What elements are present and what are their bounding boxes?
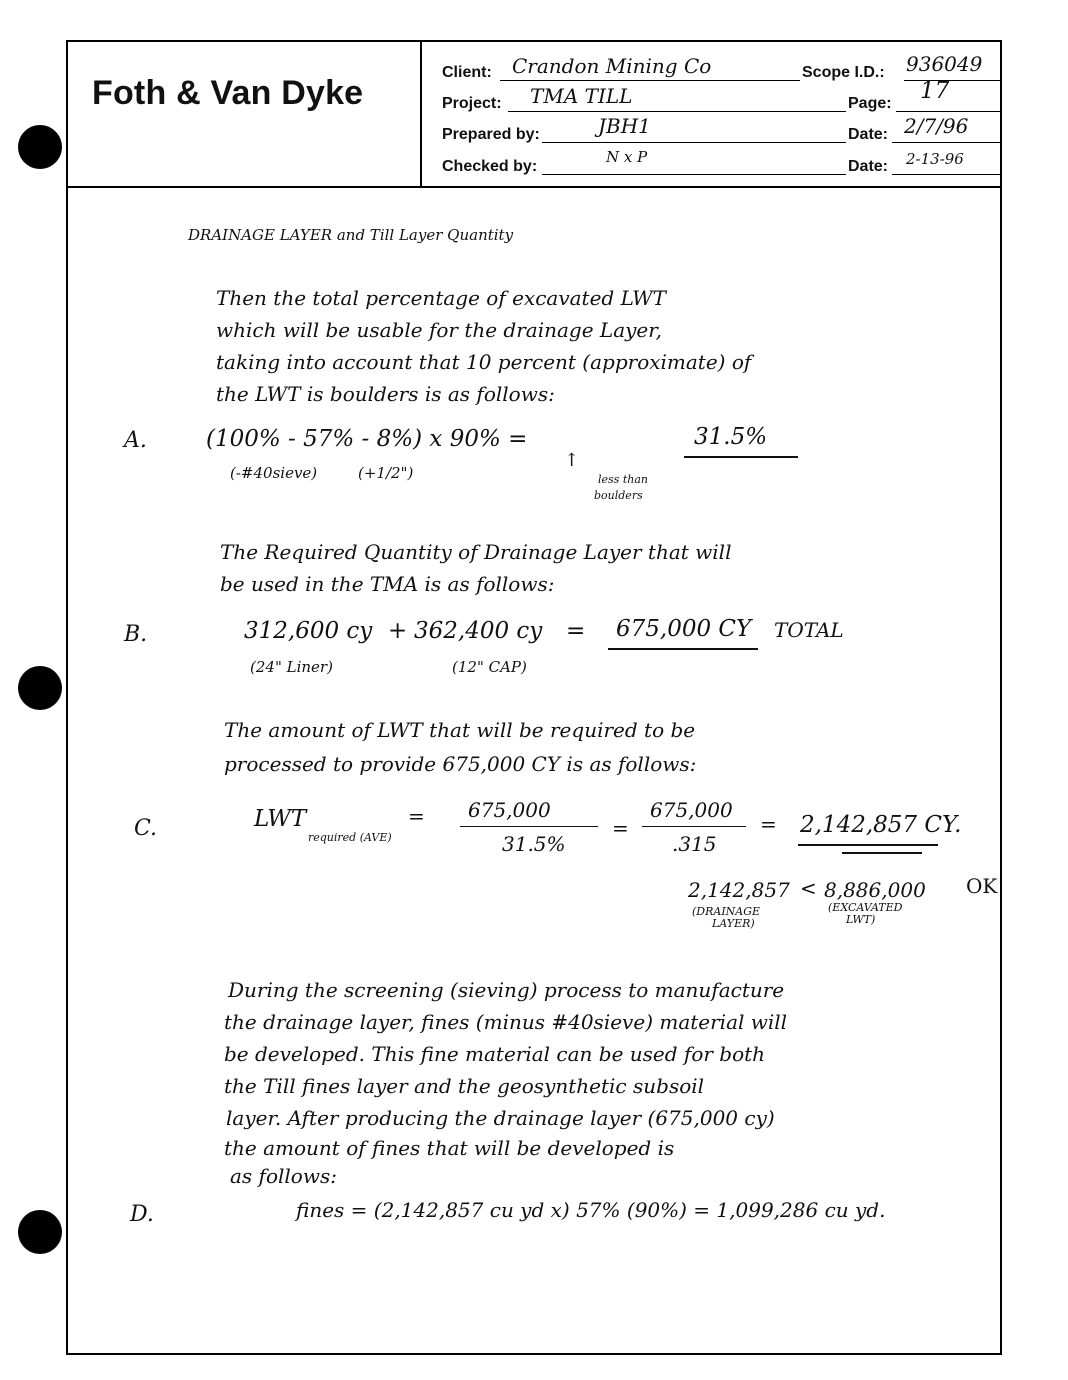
step-b-result-underline (608, 648, 758, 650)
scope-value: 936049 (906, 52, 983, 76)
check-note-lwt: LWT) (846, 913, 876, 926)
step-c-equals1: = (408, 804, 425, 828)
para4-line5: layer. After producing the drainage layer (675,000 cy) (226, 1106, 775, 1130)
client-value: Crandon Mining Co (512, 54, 712, 78)
step-c-denominator1: 31.5% (502, 832, 566, 856)
step-d-label: D. (130, 1202, 154, 1227)
prepared-by-line (542, 142, 846, 143)
prepared-by-label: Prepared by: (442, 126, 540, 143)
step-a-note-half: (+1/2") (358, 464, 414, 482)
step-c-equals3: = (760, 812, 777, 836)
para1-line3: taking into account that 10 percent (approximate) of (216, 350, 752, 374)
step-a-expression: (100% - 57% - 8%) x 90% = (206, 426, 528, 452)
step-c-result: 2,142,857 CY. (800, 812, 962, 838)
step-c-result-underline (798, 844, 938, 846)
step-d-expression: fines = (2,142,857 cu yd x) 57% (90%) = 1,099,286 cu yd. (296, 1198, 886, 1222)
step-c-fraction-bar1 (460, 826, 598, 827)
para3-line1: The amount of LWT that will be required to be (224, 718, 696, 742)
checked-by-value: N x P (606, 148, 648, 166)
page-label: Page: (848, 95, 892, 112)
binder-hole-top (18, 125, 62, 169)
scope-line (904, 80, 1002, 81)
para1-line2: which will be usable for the drainage Layer, (216, 318, 662, 342)
para2-line2: be used in the TMA is as follows: (220, 572, 555, 596)
step-c-fraction-bar2 (642, 826, 746, 827)
step-c-lhs-subscript: required (AVE) (308, 831, 392, 844)
binder-hole-middle (18, 666, 62, 710)
step-c-denominator2: .315 (672, 832, 717, 856)
check-rhs: 8,886,000 (824, 878, 926, 902)
step-c-numerator1: 675,000 (468, 798, 551, 822)
para1-line1: Then the total percentage of excavated LWT (216, 286, 667, 310)
step-c-numerator2: 675,000 (650, 798, 733, 822)
step-b-total: TOTAL (774, 618, 844, 642)
client-label: Client: (442, 64, 492, 81)
step-c-lhs: LWT (254, 806, 307, 832)
step-a-result-underline (684, 456, 798, 458)
step-a-result: 31.5% (694, 424, 768, 450)
prepared-by-value: JBH1 (598, 114, 651, 138)
checked-date-label: Date: (848, 158, 889, 175)
para4-line4: the Till fines layer and the geosynthetic subsoil (224, 1074, 705, 1098)
step-b-term2: 362,400 cy (414, 618, 543, 644)
step-b-equals: = (566, 618, 586, 644)
para4-line2: the drainage layer, fines (minus #40sieve) material will (224, 1010, 788, 1034)
step-c-equals2: = (612, 816, 629, 840)
step-a-note-less-than: less than (598, 473, 648, 486)
step-a-label: A. (124, 428, 147, 453)
subject-line: DRAINAGE LAYER and Till Layer Quantity (188, 226, 514, 244)
para4-line3: be developed. This fine material can be used for both (224, 1042, 766, 1066)
check-note-drainage: (DRAINAGE (692, 905, 761, 918)
check-note-excavated: (EXCAVATED (828, 901, 903, 914)
client-line (500, 80, 800, 81)
step-b-result: 675,000 CY (616, 616, 752, 642)
step-b-term1: 312,600 cy (244, 618, 373, 644)
step-c-label: C. (134, 816, 158, 841)
page-line (896, 111, 1002, 112)
para4-line6: the amount of fines that will be developed is (224, 1136, 675, 1160)
para4-line7: as follows: (230, 1164, 337, 1188)
para3-line2: processed to provide 675,000 CY is as follows: (224, 752, 697, 776)
prepared-date-line (892, 142, 1002, 143)
step-a-note-boulders: boulders (594, 489, 643, 502)
binder-hole-bottom (18, 1210, 62, 1254)
para4-line1: During the screening (sieving) process to manufacture (228, 978, 785, 1002)
page-value: 17 (920, 78, 950, 104)
step-b-label: B. (124, 622, 148, 647)
scope-label: Scope I.D.: (802, 64, 885, 81)
prepared-date-value: 2/7/96 (904, 114, 969, 138)
step-a-arrow-icon: ↑ (564, 450, 580, 471)
logo-cell (68, 42, 422, 186)
checked-date-value: 2-13-96 (906, 150, 964, 168)
checked-date-line (892, 174, 1002, 175)
step-b-plus: + (388, 618, 408, 644)
checked-by-line (542, 174, 846, 175)
check-ok: OK (966, 874, 998, 898)
title-block (68, 42, 1000, 188)
project-value: TMA TILL (530, 84, 633, 108)
step-a-note-sieve: (-#40sieve) (230, 464, 318, 482)
para1-line4: the LWT is boulders is as follows: (216, 382, 555, 406)
project-label: Project: (442, 95, 502, 112)
step-b-note-cap: (12" CAP) (452, 658, 527, 676)
check-lhs: 2,142,857 (688, 878, 790, 902)
checked-by-label: Checked by: (442, 158, 538, 175)
prepared-date-label: Date: (848, 126, 889, 143)
step-c-result-underline2 (842, 852, 922, 854)
para2-line1: The Required Quantity of Drainage Layer that will (220, 540, 732, 564)
step-b-note-liner: (24" Liner) (250, 658, 333, 676)
check-note-layer: LAYER) (712, 917, 755, 930)
page-frame (66, 40, 1002, 1355)
check-less-than: < (800, 876, 817, 900)
company-name: Foth & Van Dyke (92, 74, 364, 112)
project-line (508, 111, 846, 112)
